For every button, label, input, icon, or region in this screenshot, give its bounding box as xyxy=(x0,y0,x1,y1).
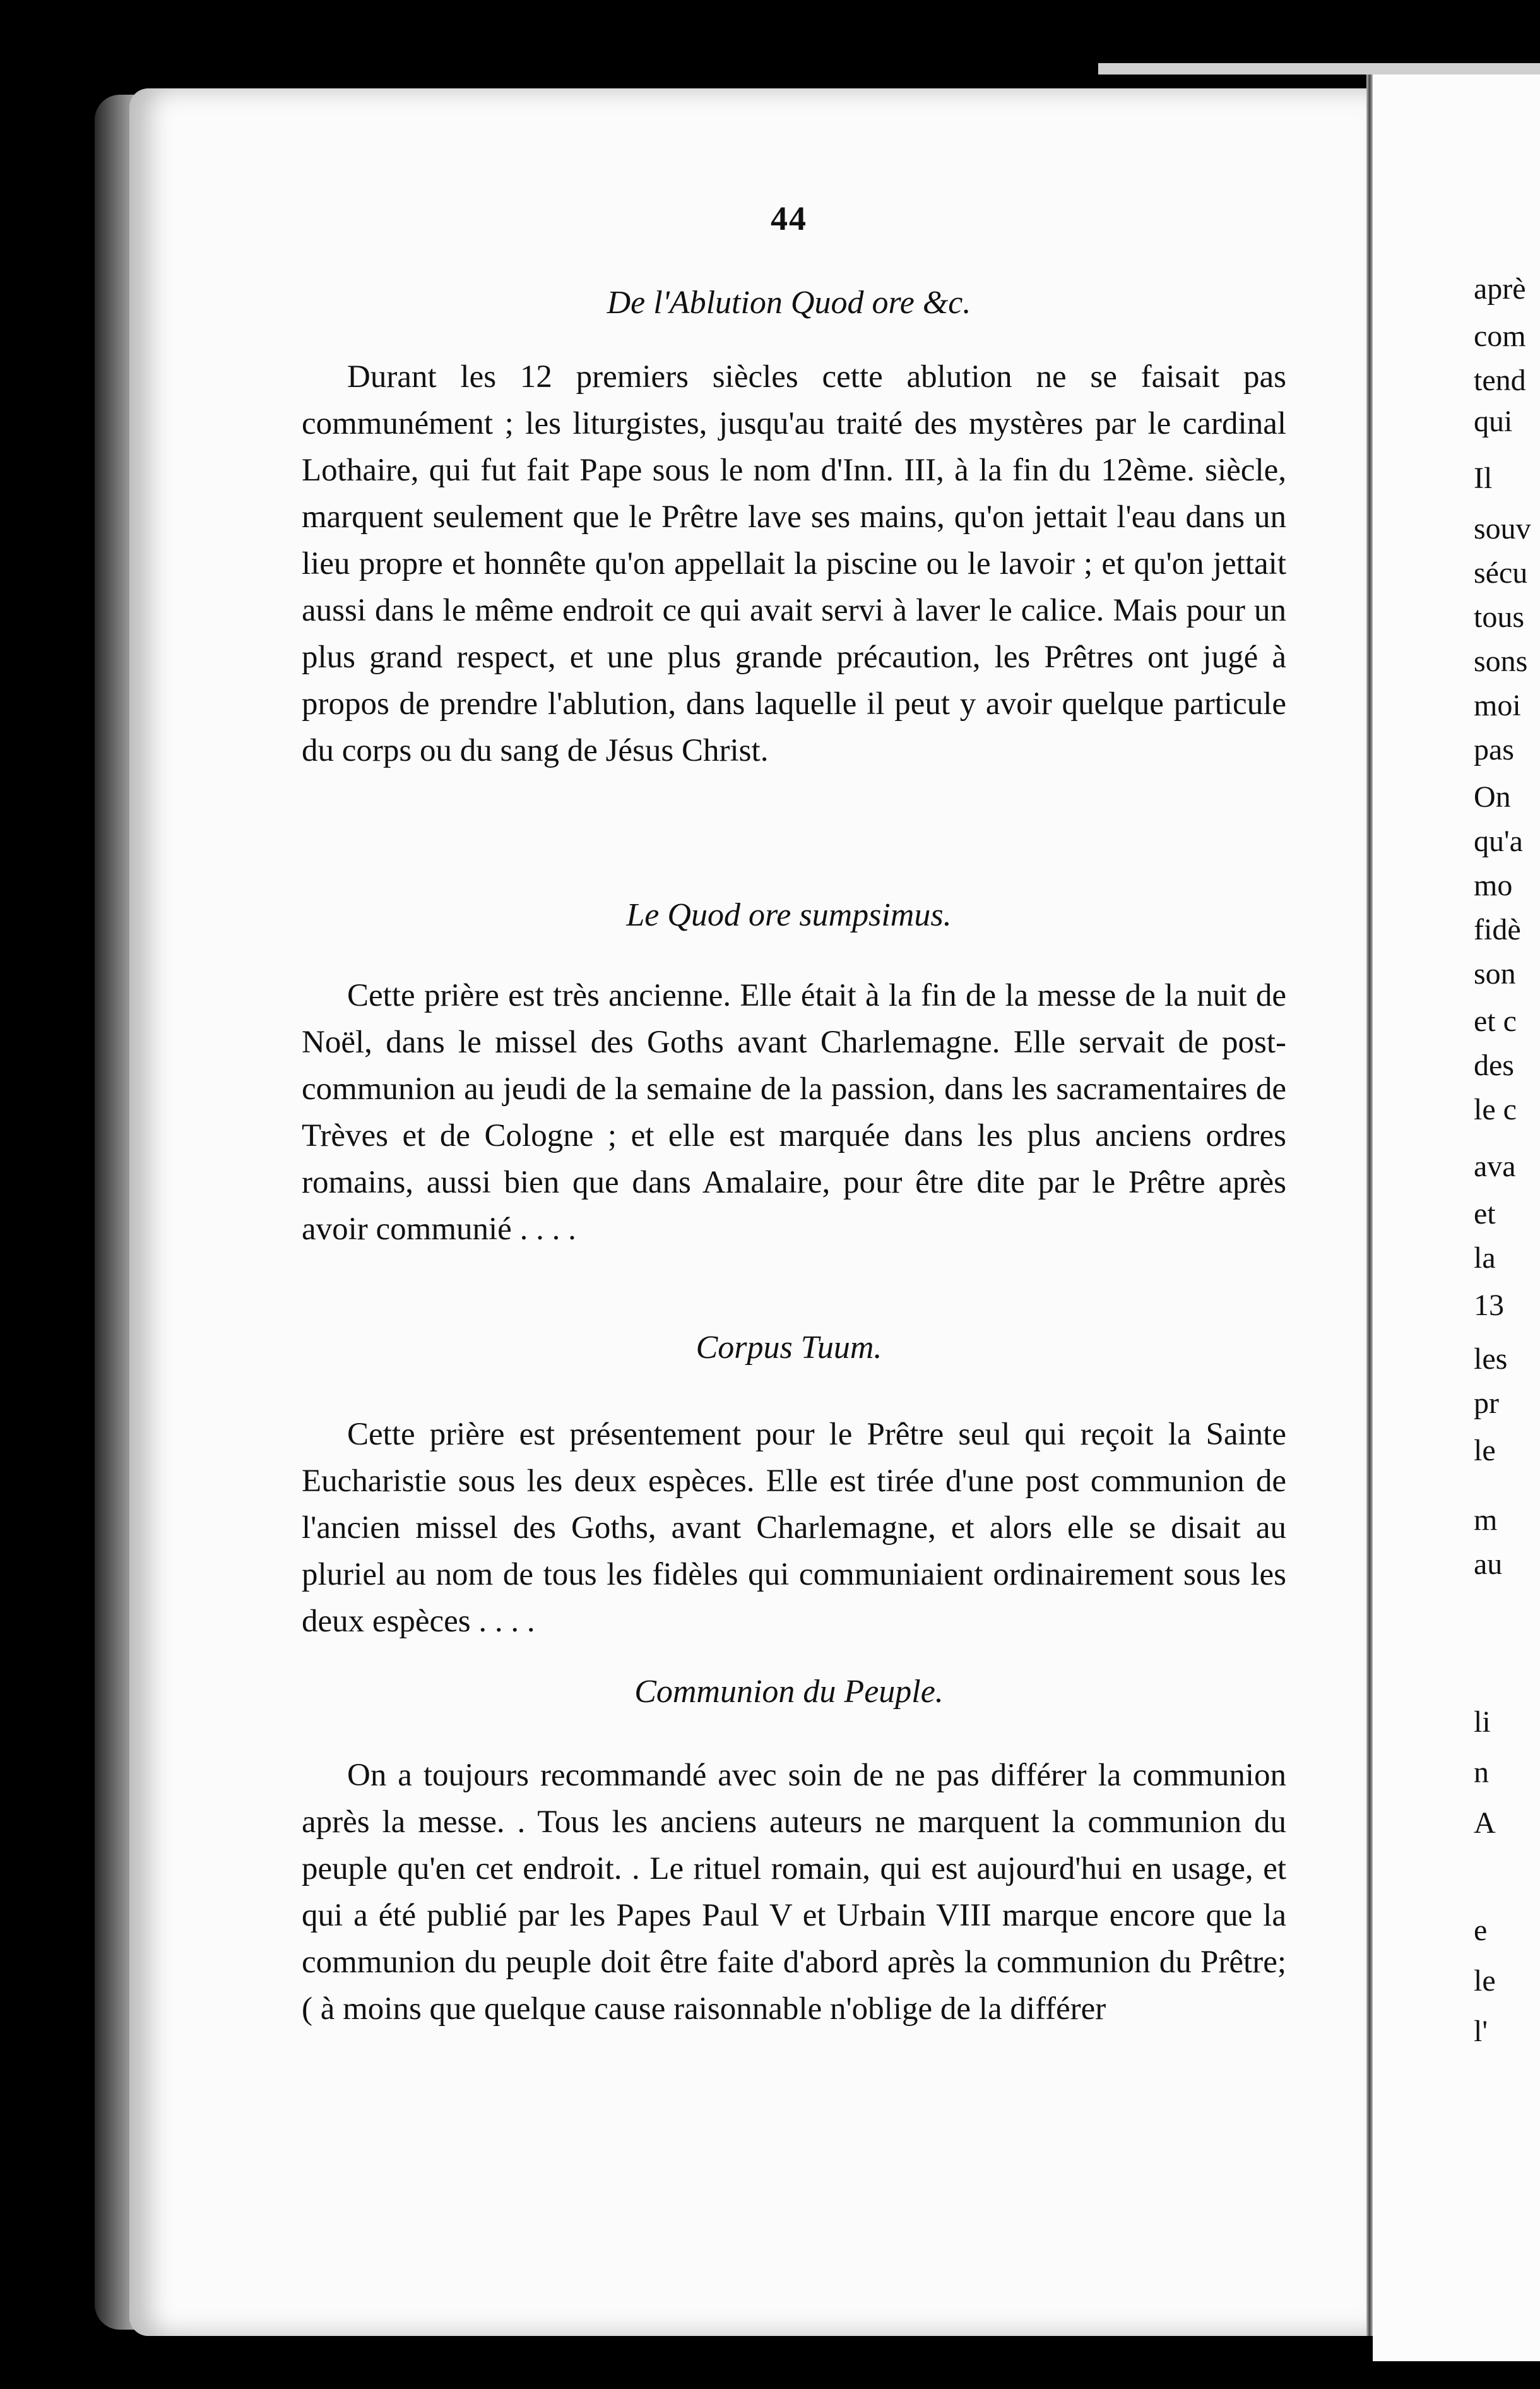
facing-page-fragment: souv xyxy=(1474,512,1531,545)
facing-page-fragment: tous xyxy=(1474,600,1525,634)
facing-page-fragment: Il xyxy=(1474,462,1493,495)
facing-page-fragment: pas xyxy=(1474,733,1514,766)
facing-page-fragment: n xyxy=(1474,1756,1489,1789)
section-heading-communion: Communion du Peuple. xyxy=(634,1674,944,1710)
facing-page-fragment: la xyxy=(1474,1241,1496,1275)
facing-page-fragment: des xyxy=(1474,1049,1514,1082)
facing-page-fragment: et xyxy=(1474,1197,1496,1230)
facing-page-fragment: le xyxy=(1474,1434,1496,1467)
facing-page-fragment: fidè xyxy=(1474,913,1521,946)
facing-page-fragment: et c xyxy=(1474,1004,1517,1038)
facing-page-fragment: moi xyxy=(1474,689,1521,722)
facing-page-fragment: qui xyxy=(1474,405,1513,438)
facing-page-fragment: m xyxy=(1474,1503,1498,1537)
facing-page-fragment: mo xyxy=(1474,869,1513,902)
facing-page-fragment: son xyxy=(1474,957,1516,991)
facing-page-fragment: e xyxy=(1474,1914,1488,1947)
facing-page-fragment: On xyxy=(1474,780,1511,814)
paragraph-ablution: Durant les 12 premiers siècles cette ablution ne se faisait pas communément ; les liturgistes, jusqu'au traité des mystères par le cardinal Lothaire, qui fut fait Pape sous le nom d'Inn. III, à la fin du 12ème. siècle, marquent seulement que le Prêtre lave ses mains, qu'on jettait l'eau dans un lieu propre et honnête qu'on appellait la piscine ou le lavoir ; et qu'on jettait aussi dans le même endroit ce qui avait servi à laver le calice. Mais pour un plus grand respect, et une plus grande précaution, les Prêtres ont jugé à propos de prendre l'ablution, dans laquelle il peut y avoir quelque particule du corps ou du sang de Jésus Christ. xyxy=(302,359,1286,768)
facing-page-fragment: au xyxy=(1474,1547,1503,1581)
section-heading-ablution: De l'Ablution Quod ore &c. xyxy=(607,285,971,321)
top-page-strip xyxy=(1098,63,1540,74)
facing-page-fragment: com xyxy=(1474,319,1526,353)
paragraph-corpus-tuum: Cette prière est présentement pour le Prêtre seul qui reçoit la Sainte Eucharistie sous les deux espèces. Elle est tirée d'une post communion de l'ancien missel des Goths, avant Charlemagne, et alors elle se disait au pluriel au nom de tous les fidèles qui communiaient ordinairement sous les deux espèces . . . . xyxy=(302,1417,1286,1639)
paragraph-communion: On a toujours recommandé avec soin de ne pas différer la communion après la messe. . Tous les anciens auteurs ne marquent la communion du peuple qu'en cet endroit. . Le rituel romain, qui est aujourd'hui en usage, et qui a été publié par les Papes Paul V et Urbain VIII marque encore que la communion du peuple doit être faite d'abord après la communion du Prêtre; ( à moins que quelque cause raisonnable n'oblige de la différer xyxy=(302,1758,1286,2027)
page-gutter xyxy=(1366,63,1373,2336)
paragraph-quod-ore: Cette prière est très ancienne. Elle était à la fin de la messe de la nuit de Noël, dans le missel des Goths avant Charlemagne. Elle servait de post-communion au jeudi de la semaine de la passion, dans les sacramentaires de Trèves et de Cologne ; et elle est marquée dans les plus anciens ordres romains, aussi bien que dans Amalaire, pour être dite par le Prêtre après avoir communié . . . . xyxy=(302,978,1286,1247)
facing-page-fragment: les xyxy=(1474,1342,1508,1376)
facing-page-fragment: tend xyxy=(1474,364,1526,397)
facing-page-fragment: le c xyxy=(1474,1093,1517,1126)
facing-page-fragment: ava xyxy=(1474,1150,1516,1183)
facing-page-fragment: sécu xyxy=(1474,556,1528,590)
facing-page-fragment: 13 xyxy=(1474,1289,1504,1322)
section-heading-quod-ore: Le Quod ore sumpsimus. xyxy=(626,897,952,933)
facing-page-fragment: A xyxy=(1474,1806,1496,1840)
facing-page-fragment: aprè xyxy=(1474,272,1526,306)
facing-page-fragment: l' xyxy=(1474,2015,1488,2048)
facing-page-fragment: qu'a xyxy=(1474,825,1523,858)
section-heading-corpus-tuum: Corpus Tuum. xyxy=(696,1330,882,1366)
facing-page-fragment: pr xyxy=(1474,1386,1499,1420)
page-number: 44 xyxy=(771,200,807,237)
facing-page-fragment: li xyxy=(1474,1705,1491,1739)
right-page xyxy=(1373,63,1540,2361)
facing-page-fragment: sons xyxy=(1474,645,1528,678)
facing-page-fragment: le xyxy=(1474,1964,1496,1998)
